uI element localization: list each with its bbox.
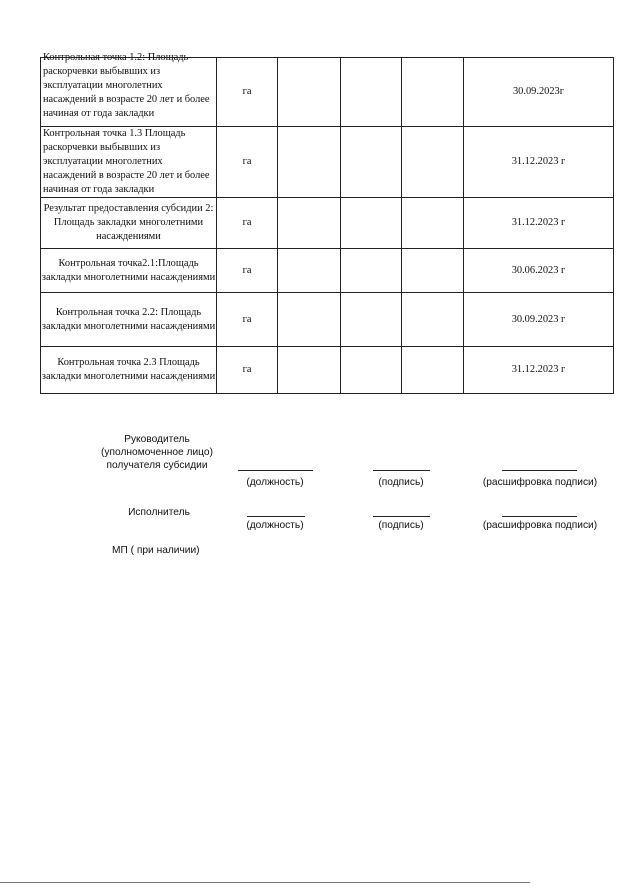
row-unit: га <box>217 127 278 198</box>
empty-cell <box>341 347 402 394</box>
results-table <box>40 52 614 394</box>
head-title-line3: получателя субсидии <box>106 460 208 471</box>
empty-cell <box>278 249 341 293</box>
row-date: 31.12.2023 г <box>464 347 614 394</box>
transcript-caption: (расшифровка подписи) <box>482 520 598 531</box>
table-row <box>41 198 614 249</box>
empty-cell <box>341 249 402 293</box>
row-unit: га <box>217 198 278 249</box>
transcript-line <box>502 470 577 471</box>
head-title-line2: (уполномоченное лицо) <box>101 447 213 458</box>
position-caption: (должность) <box>246 520 304 531</box>
position-caption: (должность) <box>246 477 304 488</box>
table-row <box>41 249 614 293</box>
transcript-line <box>502 516 577 517</box>
empty-cell <box>278 198 341 249</box>
signature-line <box>373 470 430 471</box>
position-line <box>247 516 305 517</box>
empty-cell <box>402 249 464 293</box>
empty-cell <box>341 198 402 249</box>
row-name: Результат предоставления субсидии 2: Площадь закладки многолетними насаждениями <box>41 198 217 249</box>
row-name: Контрольная точка2.1:Площадь закладки многолетними насаждениями <box>41 249 217 293</box>
table-row <box>41 127 614 198</box>
empty-cell <box>278 58 341 127</box>
head-title-line1: Руководитель <box>124 434 190 445</box>
row-date: 30.09.2023 г <box>464 293 614 347</box>
empty-cell <box>402 347 464 394</box>
table-row <box>41 58 614 127</box>
empty-cell <box>341 127 402 198</box>
row-name: Контрольная точка 1.3 Площадь раскорчевки выбывших из эксплуатации многолетних насаждений в возрасте 20 лет и более начиная от года закладки <box>41 127 217 198</box>
signature-caption: (подпись) <box>378 520 424 531</box>
transcript-caption: (расшифровка подписи) <box>482 477 598 488</box>
position-line <box>238 470 313 471</box>
row-name: Контрольная точка 2.3 Площадь закладки многолетними насаждениями <box>41 347 217 394</box>
row-unit: га <box>217 58 278 127</box>
row-date: 31.12.2023 г <box>464 198 614 249</box>
empty-cell <box>278 127 341 198</box>
empty-cell <box>278 293 341 347</box>
row-unit: га <box>217 293 278 347</box>
table-row <box>41 347 614 394</box>
empty-cell <box>341 293 402 347</box>
empty-cell <box>402 127 464 198</box>
seal-note: МП ( при наличии) <box>112 545 200 556</box>
empty-cell <box>402 198 464 249</box>
row-name: Контрольная точка 1.2: Площадь раскорчевки выбывших из эксплуатации многолетних насаждений в возрасте 20 лет и более начиная от года закладки <box>43 52 210 119</box>
empty-cell <box>341 58 402 127</box>
row-name: Контрольная точка 2.2: Площадь закладки многолетними насаждениями <box>41 293 217 347</box>
signature-caption: (подпись) <box>378 477 424 488</box>
row-date: 30.06.2023 г <box>464 249 614 293</box>
empty-cell <box>402 293 464 347</box>
row-date: 31.12.2023 г <box>464 127 614 198</box>
row-name-cell <box>41 52 217 127</box>
empty-cell <box>402 58 464 127</box>
row-unit: га <box>217 249 278 293</box>
signature-line <box>373 516 430 517</box>
row-unit: га <box>217 347 278 394</box>
table-row <box>41 293 614 347</box>
page-bottom-rule <box>0 882 530 883</box>
empty-cell <box>278 347 341 394</box>
executor-title: Исполнитель <box>128 507 190 518</box>
row-date: 30.09.2023г <box>464 58 614 127</box>
